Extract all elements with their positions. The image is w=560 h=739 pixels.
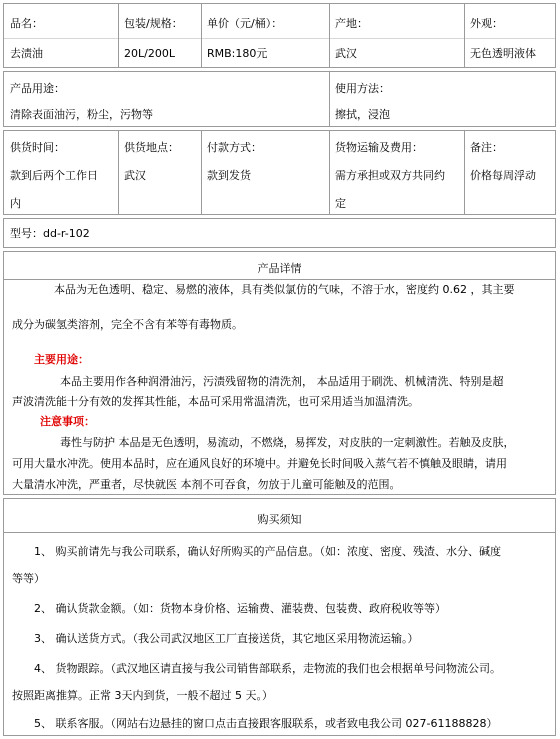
col-divider: [329, 131, 330, 214]
col-divider: [118, 4, 119, 67]
col-divider: [118, 131, 119, 214]
caution-heading: 注意事项：: [40, 415, 95, 428]
model-number: 型号：dd-r-102: [10, 227, 90, 240]
model-row: [3, 218, 556, 248]
supply-place-label: 供货地点：: [124, 141, 179, 154]
freight-value: 需方承担或双方共同约: [335, 169, 445, 182]
pay-value: 款到发货: [207, 169, 251, 182]
details-title: 产品详情: [257, 262, 302, 275]
supply-place-value: 武汉: [124, 169, 146, 182]
look-value: 无色透明液体: [470, 47, 536, 60]
details-intro-line: 成分为碳氢类溶剂，完全不含有苯等有毒物质。: [12, 318, 243, 331]
purchase-item-3: 3、 确认送货方式。（我公司武汉地区工厂直接送货，其它地区采用物流运输。）: [34, 632, 419, 645]
purchase-item-4-cont: 按照距离推算。正常 3天内到货，一般不超过 5 天。）: [12, 689, 273, 702]
pack-label: 包装/规格：: [124, 17, 183, 30]
note-label: 备注：: [470, 141, 503, 154]
spec-row-2: [3, 71, 556, 127]
col-divider: [329, 72, 330, 126]
col-divider: [201, 4, 202, 67]
freight-label: 货物运输及费用：: [335, 141, 423, 154]
spec-row-3: [3, 130, 556, 215]
product-details-section: [3, 251, 556, 495]
purchase-item-1-cont: 等等）: [12, 572, 45, 585]
note-value: 价格每周浮动: [470, 169, 536, 182]
pack-value: 20L/200L: [124, 47, 175, 60]
usage-label: 产品用途：: [10, 82, 65, 95]
method-label: 使用方法：: [335, 82, 390, 95]
purchase-divider: [4, 532, 555, 533]
main-use-line: 本品主要用作各种润滑油污，污渍残留物的清洗剂， 本品适用于刷洗、机械清洗、特别是超: [60, 375, 504, 388]
name-label: 品名：: [10, 17, 43, 30]
origin-value: 武汉: [335, 47, 357, 60]
purchase-notes-section: [3, 498, 556, 736]
caution-line: 毒性与防护 本品是无色透明，易流动，不燃烧，易挥发，对皮肤的一定刺激性。若触及皮肤，: [60, 436, 515, 449]
price-value: RMB:180元: [207, 47, 268, 60]
col-divider: [201, 131, 202, 214]
spec-row-1: [3, 3, 556, 68]
pay-label: 付款方式：: [207, 141, 262, 154]
purchase-item-5: 5、 联系客服。（网站右边悬挂的窗口点击直接跟客服联系，或者致电我公司 027-61188828）: [34, 717, 498, 730]
purchase-item-1: 1、 购买前请先与我公司联系，确认好所购买的产品信息。（如：浓度、密度、残渣、水分、碱度: [34, 545, 501, 558]
supply-time-value-cont: 内: [10, 197, 21, 210]
details-intro-line: 本品为无色透明、稳定、易燃的液体，具有类似氯仿的气味，不溶于水，密度约 0.62 ，其主要: [54, 283, 515, 296]
purchase-item-2: 2、 确认货款金额。（如：货物本身价格、运输费、灌装费、包装费、政府税收等等）: [34, 602, 446, 615]
caution-line: 可用大量水冲洗。使用本品时，应在通风良好的环境中。并避免长时间吸入蒸气若不慎触及眼睛，请用: [12, 457, 507, 470]
purchase-title: 购买须知: [257, 513, 302, 526]
main-use-line: 声波清洗能十分有效的发挥其性能，本品可采用常温清洗，也可采用适当加温清洗。: [12, 395, 419, 408]
origin-label: 产地：: [335, 17, 368, 30]
caution-line: 大量清水冲洗，严重者，尽快就医 本剂不可吞食，勿放于儿童可能触及的范围。: [12, 478, 401, 491]
freight-value-cont: 定: [335, 197, 346, 210]
col-divider: [464, 4, 465, 67]
price-label: 单价（元/桶）：: [207, 17, 283, 30]
supply-time-label: 供货时间：: [10, 141, 65, 154]
row1-divider: [4, 38, 555, 39]
usage-value: 清除表面油污，粉尘，污物等: [10, 108, 153, 121]
main-use-heading: 主要用途：: [34, 353, 89, 366]
col-divider: [464, 131, 465, 214]
col-divider: [329, 4, 330, 67]
supply-time-value: 款到后两个工作日: [10, 169, 98, 182]
name-value: 去渍油: [10, 47, 43, 60]
method-value: 擦拭，浸泡: [335, 108, 390, 121]
look-label: 外观：: [470, 17, 503, 30]
purchase-item-4: 4、 货物跟踪。（武汉地区请直接与我公司销售部联系，走物流的我们也会根据单号问物流公司。: [34, 662, 501, 675]
details-divider: [4, 279, 555, 280]
